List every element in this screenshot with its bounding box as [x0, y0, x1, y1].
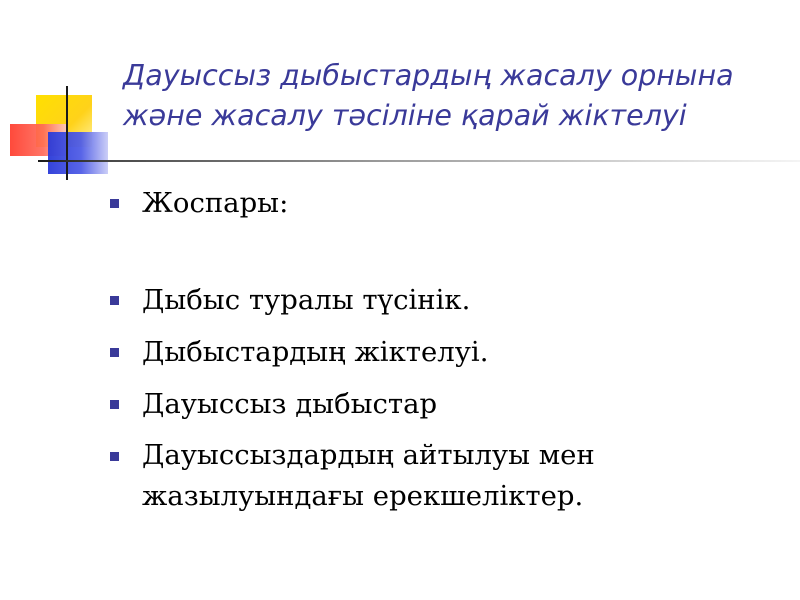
square-bullet-icon: [110, 199, 119, 208]
square-bullet-icon: [110, 400, 119, 409]
square-bullet-icon: [110, 348, 119, 357]
bullet-item: [108, 435, 768, 517]
bullet-item: [108, 279, 768, 321]
bullet-text: Дыбыстардың жіктелуі.: [142, 336, 489, 368]
bullet-item: [108, 331, 768, 373]
bullet-text: Жоспары:: [142, 187, 289, 219]
bullet-list: [108, 182, 768, 517]
bullet-text: Дыбыс туралы түсінік.: [142, 284, 471, 316]
title-divider: [38, 160, 800, 162]
blue-square: [48, 132, 108, 174]
slide-title: Дауыссыз дыбыстардың жасалу орнына және жасалу тәсіліне қарай жіктелуі: [123, 59, 734, 132]
bullet-text: Дауыссыз дыбыстар: [142, 388, 438, 420]
square-bullet-icon: [110, 452, 119, 461]
square-bullet-icon: [110, 296, 119, 305]
logo-vertical-line: [66, 86, 68, 180]
bullet-text: Дауыссыздардың айтылуы мен жазылуындағы ерекшеліктер.: [142, 439, 595, 512]
bullet-item: [108, 182, 768, 224]
bullet-item: [108, 383, 768, 425]
